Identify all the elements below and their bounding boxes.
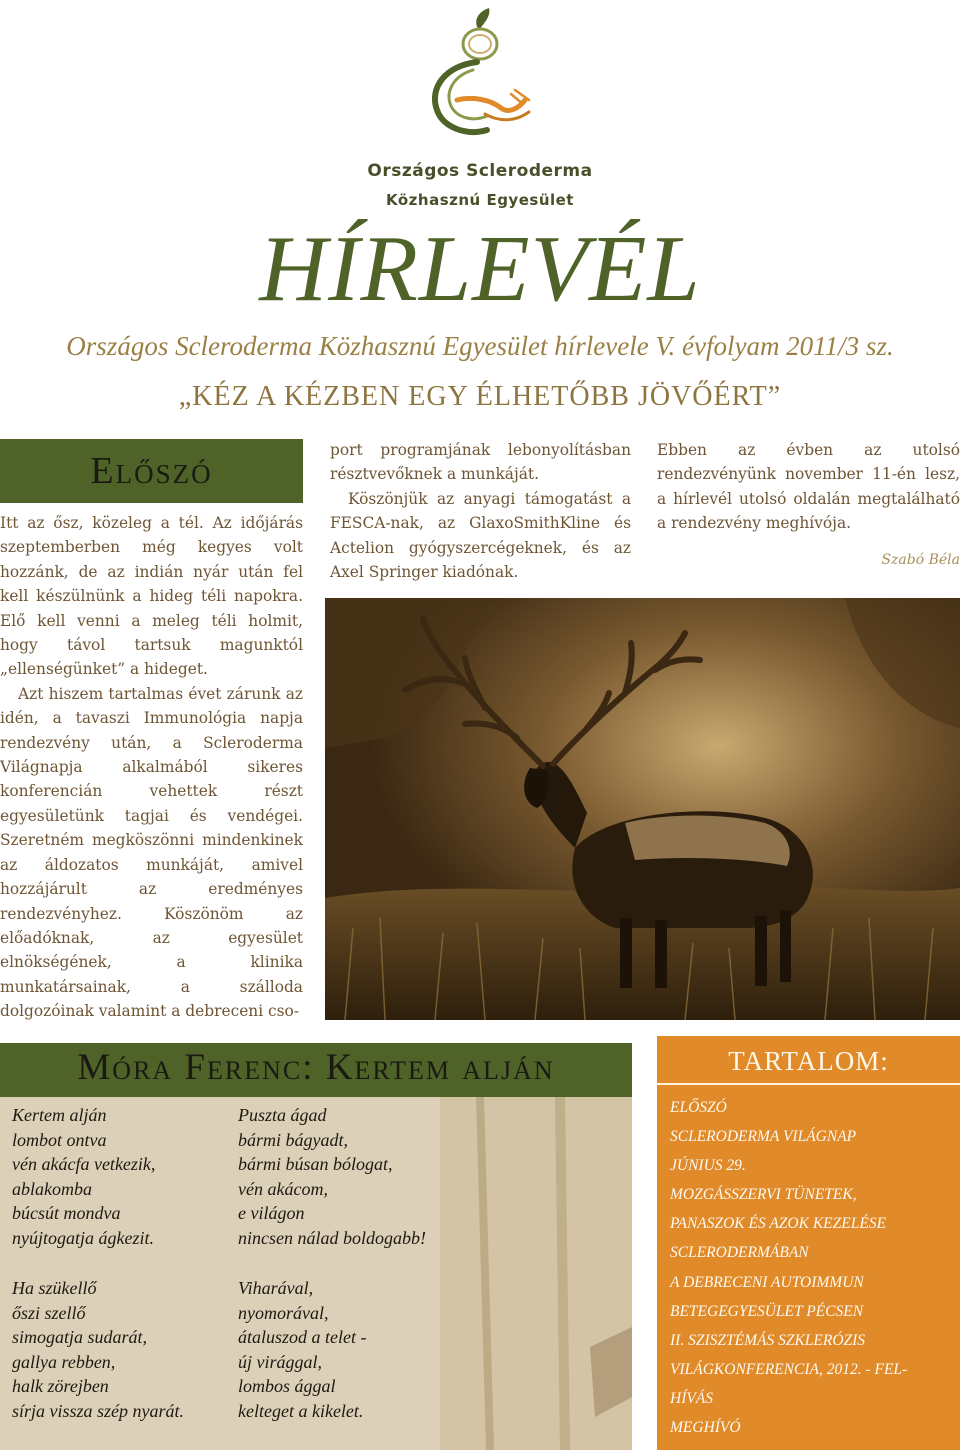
contents-divider <box>657 1083 960 1085</box>
contents-item[interactable]: SCLERODERMA VILÁGNAP <box>670 1128 857 1146</box>
poem-title: Móra Ferenc: Kertem alján <box>77 1047 555 1088</box>
signature: Szabó Béla <box>881 551 960 568</box>
poem-line: nincsen nálad boldogabb! <box>238 1227 426 1248</box>
deer-photo <box>325 598 960 1020</box>
contents-list <box>670 1093 950 1442</box>
poem-line: új virággal, <box>238 1351 322 1372</box>
preface-paragraph: Itt az ősz, közeleg a tél. Az időjárás szeptemberben még kegyes volt hozzánk, de az indián nyár után fel kell készülnünk a hideg téli napokra. Elő kell venni a meleg téli holmit, hogy távol tartsuk magunktól „ellenségünket” a hideget. <box>0 514 303 679</box>
contents-item[interactable]: JÚNIUS 29. <box>670 1157 746 1175</box>
preface-title: Előszó <box>90 450 213 492</box>
preface-paragraph: Ebben az évben az utolsó rendezvényünk november 11-én lesz, a hírlevél utolsó oldalán megtalálható a rendezvény meghívója. <box>657 441 960 533</box>
preface-paragraph: Köszönjük az anyagi támogatást a FESCA-nak, az GlaxoSmithKline és Actelion gyógyszercégeknek, és az Axel Springer kiadónak. <box>330 489 631 582</box>
contents-title: TARTALOM: <box>728 1046 889 1076</box>
poem-line: e világon <box>238 1203 305 1223</box>
preface-column-2 <box>330 438 631 584</box>
poem-stanza <box>12 1103 155 1250</box>
poem-line: őszi szellő <box>12 1302 86 1323</box>
poem-line: Ha szükellő <box>12 1278 97 1298</box>
poem-line: simogatja sudarát, <box>12 1327 148 1347</box>
contents-item[interactable]: VILÁGKONFERENCIA, 2012. - FEL- <box>670 1360 908 1378</box>
poem-line: búcsút mondva <box>12 1203 121 1223</box>
contents-item[interactable]: MEGHÍVÓ <box>670 1419 741 1437</box>
poem-line: vén akácom, <box>238 1178 328 1199</box>
org-name-line2: Közhasznú Egyesület <box>386 191 574 209</box>
contents-item[interactable]: SCLERODERMÁBAN <box>670 1244 809 1262</box>
poem-line: bármi búsan bólogat, <box>238 1154 393 1174</box>
poem-line: gallya rebben, <box>12 1351 116 1372</box>
logo-icon <box>415 4 545 144</box>
poem-stanza <box>238 1276 367 1423</box>
poem-line: halk zörejben <box>12 1376 109 1396</box>
poem-line: vén akácfa vetkezik, <box>12 1154 156 1174</box>
poem-line: kelteget a kikelet. <box>238 1400 364 1421</box>
poem-line: Viharával, <box>238 1278 314 1298</box>
slogan: „KÉZ A KÉZBEN EGY ÉLHETŐBB JÖVŐÉRT” <box>178 381 782 412</box>
poem-line: átaluszod a telet - <box>238 1327 367 1347</box>
preface-column-1 <box>0 511 303 1024</box>
poem-line: nyomorával, <box>238 1302 329 1323</box>
preface-column-3 <box>657 438 960 572</box>
contents-item[interactable]: HÍVÁS <box>670 1389 714 1407</box>
newsletter-title: HÍRLEVÉL <box>259 217 701 321</box>
poem-stanza <box>12 1276 184 1423</box>
preface-paragraph: Azt hiszem tartalmas évet zárunk az idén, a tavaszi Immunológia napja rendezvény után, a Scleroderma Világnapja alkalmából sikeres konferencián vehettek részt egyesületünk tagjai és vendégei. Szeretném megköszönni mindenkinek az áldozatos munkáját, amivel hozzájárult az eredményes rendezvényhez. Köszönöm az előadóknak, az egyesület elnökségének, a klinika munkatársainak, a szálloda dolgozóinak valamint a debreceni cso- <box>0 684 303 1021</box>
poem-line: nyújtogatja ágkezit. <box>12 1227 154 1248</box>
contents-item[interactable]: BETEGEGYESÜLET PÉCSEN <box>670 1302 864 1320</box>
contents-item[interactable]: MOZGÁSSZERVI TÜNETEK, <box>670 1186 857 1204</box>
contents-item[interactable]: PANASZOK ÉS AZOK KEZELÉSE <box>670 1215 887 1233</box>
poem-line: sírja vissza szép nyarát. <box>12 1400 185 1421</box>
poem-line: lombos ággal <box>238 1376 336 1396</box>
poem-line: Kertem alján <box>12 1105 107 1125</box>
contents-item[interactable]: ELŐSZÓ <box>670 1099 727 1116</box>
poem-line: Puszta ágad <box>238 1105 327 1125</box>
poem-line: lombot ontva <box>12 1129 107 1150</box>
contents-item[interactable]: A DEBRECENI AUTOIMMUN <box>670 1273 864 1291</box>
poem-stanza <box>238 1103 426 1250</box>
org-name-line1: Országos Scleroderma <box>367 161 593 181</box>
poem-line: bármi bágyadt, <box>238 1129 348 1150</box>
poem-line: ablakomba <box>12 1178 92 1199</box>
newsletter-subtitle: Országos Scleroderma Közhasznú Egyesület hírlevele V. évfolyam 2011/3 sz. <box>66 331 894 361</box>
preface-paragraph: port programjának lebonyolításban résztvevőknek a munkáját. <box>330 441 631 484</box>
contents-item[interactable]: II. SZISZTÉMÁS SZKLERÓZIS <box>670 1331 866 1349</box>
